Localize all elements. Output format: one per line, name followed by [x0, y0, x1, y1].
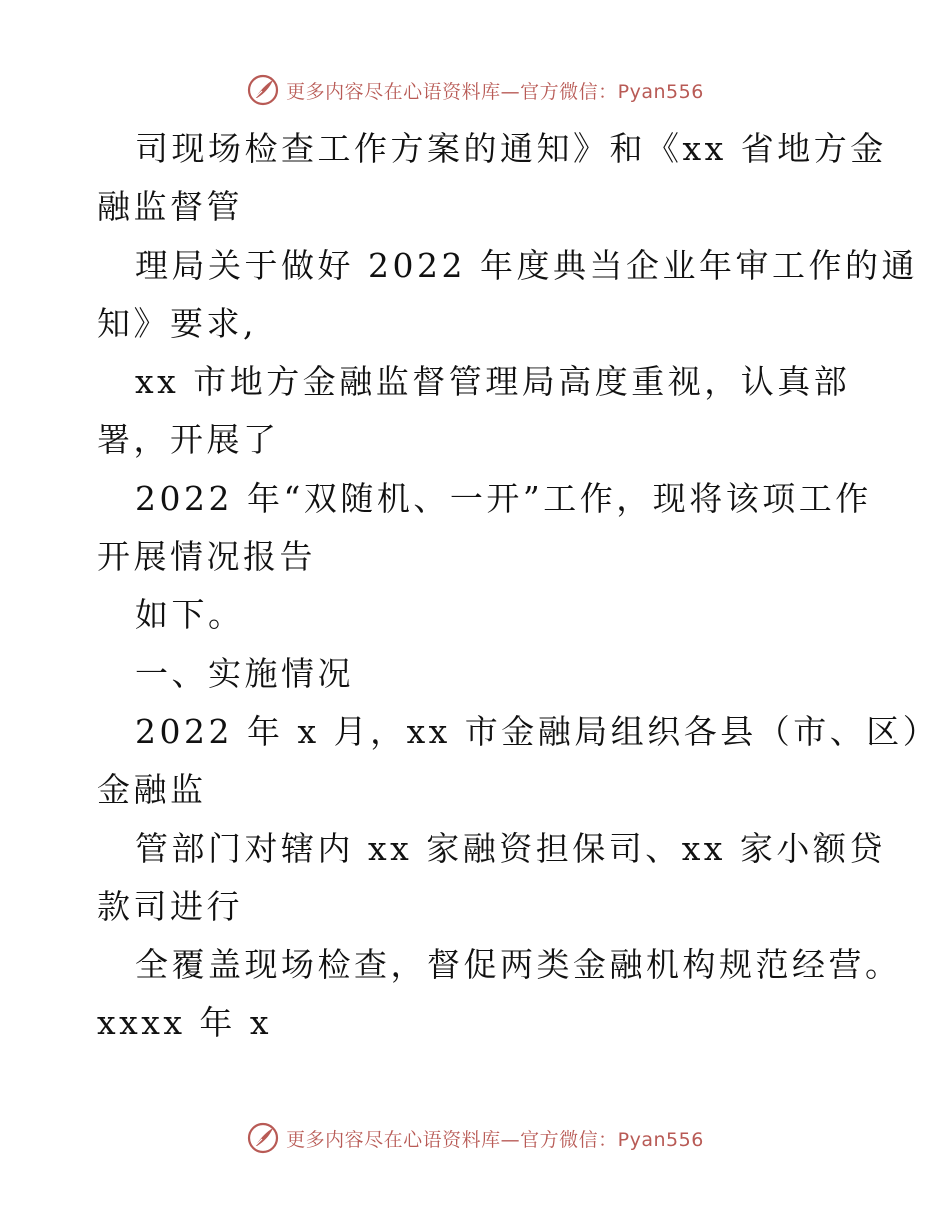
- text-line: 2022 年“双随机、一开”工作，现将该项工作: [135, 478, 872, 518]
- text-line: xxxx 年 x: [97, 1003, 273, 1043]
- text-line: 2022 年 x 月，xx 市金融局组织各县（市、区）: [135, 711, 940, 751]
- footer-banner: [0, 1118, 950, 1158]
- feather-pen-icon: [246, 73, 280, 107]
- text-line: 金融监: [97, 770, 207, 810]
- text-line: 署，开展了: [97, 420, 280, 460]
- feather-pen-icon: [246, 1121, 280, 1155]
- text-line: 款司进行: [97, 886, 243, 926]
- document-body: [97, 120, 940, 1053]
- text-line: 知》要求,: [97, 303, 257, 343]
- text-line: 全覆盖现场检查，督促两类金融机构规范经营。: [135, 945, 902, 985]
- header-banner: [0, 70, 950, 110]
- text-line: 理局关于做好 2022 年度典当企业年审工作的通: [135, 245, 918, 285]
- text-line: xx 市地方金融监督管理局高度重视，认真部: [135, 362, 851, 402]
- footer-banner-text: 更多内容尽在心语资料库—官方微信：Pyan556: [286, 1128, 704, 1151]
- text-line: 如下。: [135, 595, 245, 635]
- text-line: 融监督管: [97, 187, 243, 227]
- header-banner-text: 更多内容尽在心语资料库—官方微信：Pyan556: [286, 80, 704, 103]
- text-line: 司现场检查工作方案的通知》和《xx 省地方金: [135, 129, 887, 168]
- text-line: 一、实施情况: [135, 653, 354, 693]
- text-line: 开展情况报告: [97, 537, 316, 577]
- text-line: 管部门对辖内 xx 家融资担保司、xx 家小额贷: [135, 828, 886, 868]
